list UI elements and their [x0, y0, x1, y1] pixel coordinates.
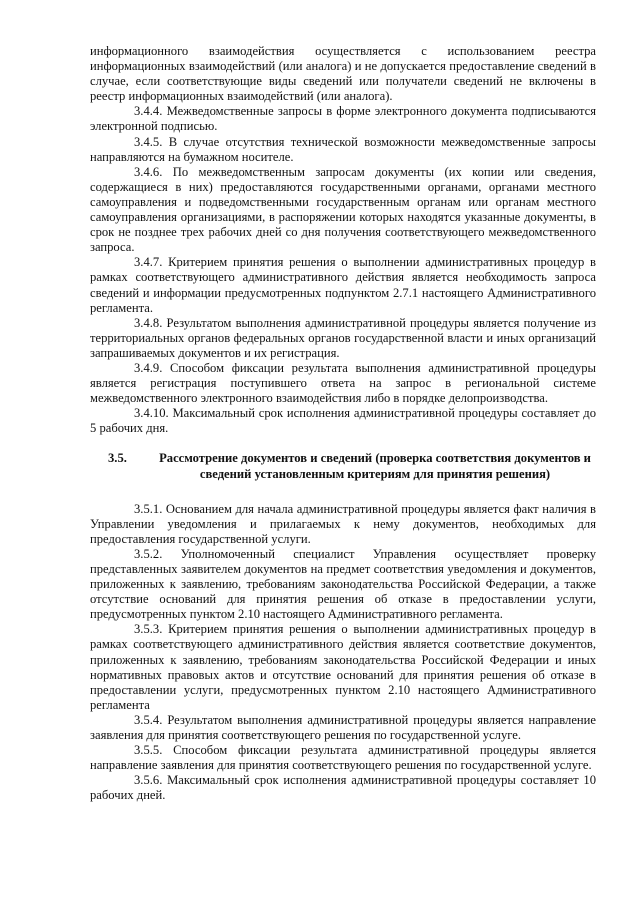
paragraph: 3.5.2. Уполномоченный специалист Управления осуществляет проверку представленных заявителем документов на предмет соответствия уведомления и документов, приложенных к заявлению, требованиям законодательства Российской Федерации, а также отсутствие оснований для принятия решения об отказе в предоставлении услуги, предусмотренных пунктом 2.10 настоящего Административного регламента.	[90, 546, 596, 622]
section-number: 3.5.	[108, 451, 127, 466]
paragraph: 3.4.7. Критерием принятия решения о выполнении административных процедур в рамках соответствующего административного действия является необходимость запроса сведений и информации предусмотренных подпунктом 2.7.1 настоящего Административного регламента.	[90, 255, 596, 315]
paragraph: 3.4.10. Максимальный срок исполнения административной процедуры составляет до 5 рабочих дня.	[90, 406, 596, 436]
paragraph: 3.4.6. По межведомственным запросам документы (их копии или сведения, содержащиеся в них) предоставляются государственными органами, органами местного самоуправления и подведомственными государственным органам или органам местного самоуправления организациями, в распоряжении которых находятся указанные документы, в срок не позднее трех рабочих дней со дня получения соответствующего межведомственного запроса.	[90, 164, 596, 255]
paragraph: 3.5.3. Критерием принятия решения о выполнении административных процедур в рамках соответствующего административного действия является соответствие документов, приложенных к заявлению, требованиям законодательства Российской Федерации и иных нормативных правовых актов и отсутствие оснований для принятия решения об отказе в предоставлении услуги, предусмотренных пунктом 2.10 настоящего Административного регламента	[90, 622, 596, 712]
paragraph: информационного взаимодействия осуществляется с использованием реестра информационных взаимодействий (или аналога) и не допускается предоставление сведений в случае, если соответствующие виды сведений или получатели сведений не включены в реестр информационных взаимодействий (или аналога).	[90, 44, 596, 104]
paragraph: 3.5.4. Результатом выполнения административной процедуры является направление заявления для принятия соответствующего решения по государственной услуге.	[90, 712, 596, 743]
paragraph: 3.5.5. Способом фиксации результата административной процедуры является направление заявления для принятия соответствующего решения по государственной услуге.	[90, 743, 596, 773]
paragraph: 3.5.6. Максимальный срок исполнения административной процедуры составляет 10 рабочих дней.	[90, 773, 596, 803]
section-heading	[90, 451, 596, 481]
paragraph: 3.4.5. В случае отсутствия технической возможности межведомственные запросы направляются на бумажном носителе.	[90, 134, 596, 164]
section-title: Рассмотрение документов и сведений (проверка соответствия документов и сведений установленным критериям для принятия решения)	[159, 451, 591, 481]
paragraph: 3.4.4. Межведомственные запросы в форме электронного документа подписываются электронной подписью.	[90, 104, 596, 134]
paragraph: 3.4.8. Результатом выполнения административной процедуры является получение из территориальных органов федеральных органов государственной власти и иных организаций запрашиваемых документов и их регистрация.	[90, 315, 596, 360]
paragraph: 3.5.1. Основанием для начала административной процедуры является факт наличия в Управлении уведомления и прилагаемых к нему документов, необходимых для предоставления государственной услуги.	[90, 501, 596, 546]
paragraphs-top	[90, 44, 596, 436]
paragraph: 3.4.9. Способом фиксации результата выполнения административной процедуры является регистрация поступившего ответа на запрос в региональной системе межведомственного электронного взаимодействия либо в порядке делопроизводства.	[90, 360, 596, 406]
paragraphs-bottom	[90, 502, 596, 804]
